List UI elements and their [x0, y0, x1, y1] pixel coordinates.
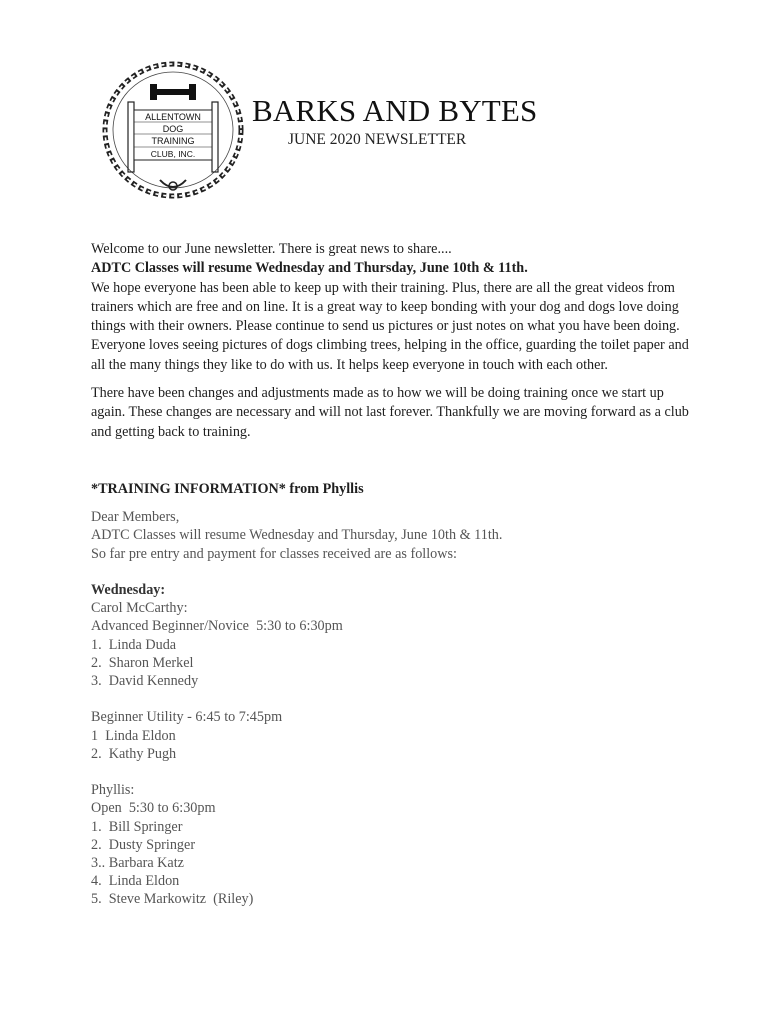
intro-paragraph-1: We hope everyone has been able to keep up with their training. Plus, there are all the great videos from trainers which are free and on line. It is a great way to keep bonding with your dog and dogs love doing things with their owners. Please continue to send us pictures or just notes on what you have been doing. Everyone loves seeing pictures of dogs climbing trees, helping in the office, guarding the toilet paper and all the many things they like to do with us. It helps keep everyone in touch with each other. [91, 279, 689, 373]
club-logo [98, 58, 248, 203]
welcome-text: Welcome to our June newsletter. There is great news to share.... [91, 241, 452, 257]
day-heading: Wednesday: [91, 582, 166, 599]
logo-text-line-2: DOG [162, 124, 184, 134]
list-item: 3.. Barbara Katz [91, 855, 184, 872]
class-title: Advanced Beginner/Novice 5:30 to 6:30pm [91, 618, 343, 635]
newsletter-subtitle: JUNE 2020 NEWSLETTER [288, 131, 467, 148]
resume-note: ADTC Classes will resume Wednesday and Thursday, June 10th & 11th. [91, 527, 503, 544]
entries-intro: So far pre entry and payment for classes received are as follows: [91, 545, 457, 562]
newsletter-title: BARKS AND BYTES [252, 93, 538, 128]
class-title: Open 5:30 to 6:30pm [91, 800, 216, 817]
instructor-name: Phyllis: [91, 782, 135, 799]
intro-paragraph-2: There have been changes and adjustments made as to how we will be doing training once we start up again. These changes are necessary and will not last forever. Thankfully we are moving forward as a club and getting back to training. [91, 385, 689, 440]
resume-headline: ADTC Classes will resume Wednesday and Thursday, June 10th & 11th. [91, 260, 528, 277]
training-heading: *TRAINING INFORMATION* from Phyllis [91, 480, 364, 497]
list-item: 2. Dusty Springer [91, 836, 196, 853]
logo-text-line-4: CLUB, INC. [150, 149, 196, 159]
list-item: 1 Linda Eldon [91, 727, 176, 744]
list-item: 2. Sharon Merkel [91, 654, 194, 671]
list-item: 1. Linda Duda [91, 636, 177, 653]
instructor-name: Carol McCarthy: [91, 600, 188, 617]
logo-text-line-3: TRAINING [151, 136, 195, 146]
list-item: 1. Bill Springer [91, 818, 183, 835]
class-title: Beginner Utility - 6:45 to 7:45pm [91, 709, 283, 726]
training-section [91, 508, 691, 908]
list-item: 3. David Kennedy [91, 673, 199, 690]
logo-text-line-1: ALLENTOWN [145, 112, 201, 122]
list-item: 4. Linda Eldon [91, 873, 180, 890]
newsletter-body [91, 240, 691, 909]
greeting: Dear Members, [91, 509, 180, 526]
club-seal-icon [98, 58, 248, 203]
list-item: 5. Steve Markowitz (Riley) [91, 891, 254, 908]
list-item: 2. Kathy Pugh [91, 745, 177, 762]
